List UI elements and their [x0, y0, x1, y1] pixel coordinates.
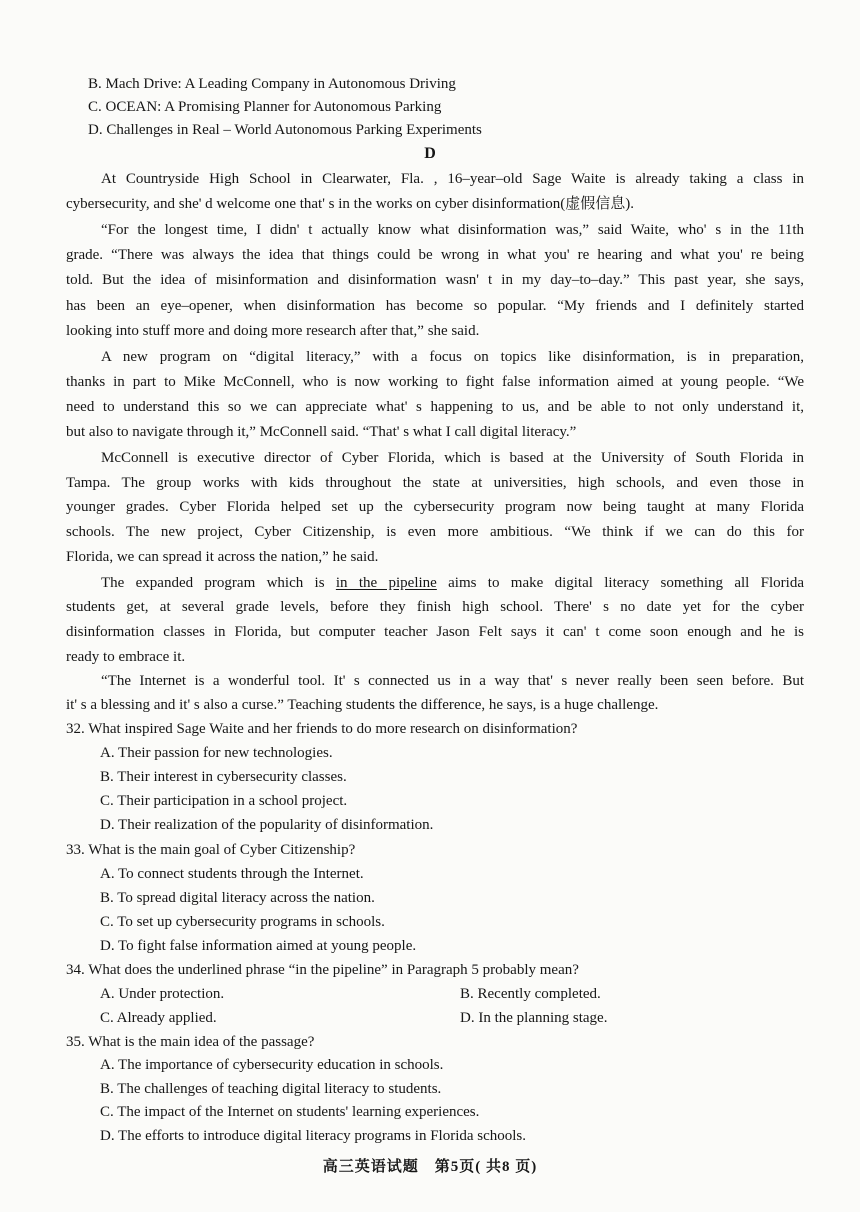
passage-line: told. But the idea of misinformation and disinformation wasn' t in my day–to–day.” This past year, she says,	[66, 272, 804, 288]
answer-option: B. Their interest in cybersecurity classes.	[100, 769, 347, 785]
answer-option: C. Already applied.	[100, 1010, 217, 1026]
passage-line-with-underline	[101, 576, 804, 592]
section-heading: D	[424, 145, 436, 162]
question-stem: 32. What inspired Sage Waite and her friends to do more research on disinformation?	[66, 721, 578, 737]
passage-line: “For the longest time, I didn' t actually know what disinformation was,” said Waite, who' s in the 11th	[101, 222, 804, 238]
answer-option: C. The impact of the Internet on students' learning experiences.	[100, 1104, 480, 1120]
answer-option: D. The efforts to introduce digital literacy programs in Florida schools.	[100, 1128, 527, 1144]
passage-line: students get, at several grade levels, before they finish high school. There' s no date yet for the cyber	[66, 599, 804, 615]
page-footer: 高三英语试题 第5页( 共8 页)	[322, 1159, 538, 1175]
prev-option-c: C. OCEAN: A Promising Planner for Autonomous Parking	[88, 99, 442, 115]
answer-option: B. To spread digital literacy across the nation.	[100, 890, 375, 906]
passage-line: McConnell is executive director of Cyber Florida, which is based at the University of South Florida in	[101, 450, 804, 466]
prev-option-b: B. Mach Drive: A Leading Company in Autonomous Driving	[88, 76, 456, 92]
answer-option: C. To set up cybersecurity programs in schools.	[100, 914, 385, 930]
passage-line: cybersecurity, and she' d welcome one that' s in the works on cyber disinformation(虚假信息).	[66, 196, 635, 212]
passage-line: thanks in part to Mike McConnell, who is now working to fight false information aimed at young people. “We	[66, 374, 804, 390]
passage-line: disinformation classes in Florida, but computer teacher Jason Felt says it can' t come soon enough and he is	[66, 624, 804, 640]
question-stem: 34. What does the underlined phrase “in the pipeline” in Paragraph 5 probably mean?	[66, 962, 579, 978]
passage-line: need to understand this so we can appreciate what' s happening to us, and be able to not only understand it,	[66, 399, 804, 415]
answer-option: A. To connect students through the Internet.	[100, 866, 364, 882]
answer-option: A. Under protection.	[100, 986, 225, 1002]
underlined-phrase: in the pipeline	[335, 575, 437, 591]
passage-line: At Countryside High School in Clearwater, Fla. , 16–year–old Sage Waite is already taking a class in	[101, 171, 804, 187]
p5-text-after: aims to make digital literacy something all Florida	[436, 575, 804, 591]
answer-option: D. To fight false information aimed at young people.	[100, 938, 417, 954]
passage-line: Tampa. The group works with kids throughout the state at universities, high schools, and even those in	[66, 475, 804, 491]
answer-option: A. The importance of cybersecurity education in schools.	[100, 1057, 444, 1073]
passage-line: schools. The new project, Cyber Citizenship, is even more ambitious. “We think if we can do this for	[66, 524, 804, 540]
passage-line: “The Internet is a wonderful tool. It' s connected us in a way that' s never really been seen before. But	[101, 673, 804, 689]
passage-line: A new program on “digital literacy,” with a focus on topics like disinformation, is in preparation,	[101, 349, 804, 365]
passage-line: younger grades. Cyber Florida helped set up the cybersecurity program now being taught at many Florida	[66, 499, 804, 515]
p5-text-before: The expanded program which is	[101, 575, 336, 591]
passage-line: Florida, we can spread it across the nation,” he said.	[66, 549, 379, 565]
answer-option: D. Their realization of the popularity of disinformation.	[100, 817, 434, 833]
passage-line: grade. “There was always the idea that things could be wrong in what you' re hearing and what you' re being	[66, 247, 804, 263]
prev-option-d: D. Challenges in Real – World Autonomous Parking Experiments	[88, 122, 482, 138]
answer-option: C. Their participation in a school project.	[100, 793, 348, 809]
passage-line: ready to embrace it.	[66, 649, 186, 665]
passage-line: has been an eye–opener, when disinformation has become so popular. “My friends and I definitely started	[66, 298, 804, 314]
answer-option: B. The challenges of teaching digital literacy to students.	[100, 1081, 442, 1097]
answer-option: B. Recently completed.	[460, 986, 601, 1002]
passage-line: but also to navigate through it,” McConnell said. “That' s what I call digital literacy.”	[66, 424, 577, 440]
answer-option: D. In the planning stage.	[460, 1010, 608, 1026]
question-stem: 33. What is the main goal of Cyber Citizenship?	[66, 842, 356, 858]
answer-option: A. Their passion for new technologies.	[100, 745, 333, 761]
passage-line: it' s a blessing and it' s also a curse.” Teaching students the difference, he says, is a huge challenge.	[66, 697, 659, 713]
question-stem: 35. What is the main idea of the passage?	[66, 1034, 315, 1050]
passage-line: looking into stuff more and doing more research after that,” she said.	[66, 323, 480, 339]
